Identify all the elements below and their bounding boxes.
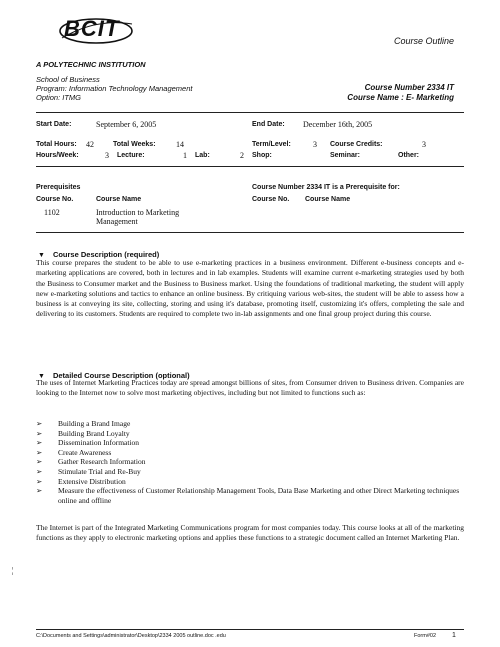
list-item: [36, 467, 464, 477]
list-item-text: Measure the effectiveness of Customer Relationship Management Tools, Data Base Marketing and other Direct Marketing techniques online and offline: [58, 486, 460, 505]
triangle-bullet-icon: ▼: [38, 252, 45, 259]
term-level-label: Term/Level:: [252, 141, 291, 148]
hours-week-label: Hours/Week:: [36, 152, 79, 159]
shop-label: Shop:: [252, 152, 272, 159]
prereq-for-col-name: Course Name: [305, 196, 351, 203]
arrow-bullet-icon: ➢: [36, 486, 43, 496]
course-credits-value: 3: [422, 140, 426, 149]
lab-value: 2: [240, 151, 244, 160]
footer-page-number: 1: [452, 632, 456, 639]
total-hours-value: 42: [86, 140, 94, 149]
program-name: Program: Information Technology Management: [36, 84, 193, 93]
detailed-description-closing: The Internet is part of the Integrated Marketing Communications program for most companies today. This course looks at all of the marketing functions as they apply to electronic marketing options and applies these functions to a strategic document called an Internet Marketing Plan.: [36, 523, 464, 543]
footer-file-path: C:\Documents and Settings\administrator\Desktop\2334 2005 outline.doc .edu: [36, 633, 226, 639]
prereq-course-name: [96, 208, 179, 226]
school-block: [36, 75, 192, 102]
margin-mark: ¦: [12, 566, 14, 575]
course-description-heading: Course Description (required): [52, 250, 160, 259]
course-id-block: [347, 83, 454, 103]
end-date-label: End Date:: [252, 121, 285, 128]
list-item: [36, 438, 464, 448]
arrow-bullet-icon: ➢: [36, 419, 43, 428]
prereq-for-heading: Course Number 2334 IT is a Prerequisite for:: [252, 184, 400, 191]
course-credits-label: Course Credits:: [330, 141, 383, 148]
marketing-functions-list: [36, 419, 464, 505]
prereq-course-name-line1: Introduction to Marketing: [96, 208, 180, 217]
total-hours-label: Total Hours:: [36, 141, 77, 148]
detailed-description-heading: Detailed Course Description (optional): [52, 371, 190, 380]
prereq-col-name: Course Name: [96, 196, 142, 203]
list-item-text: Building a Brand Image: [58, 419, 131, 428]
list-item-text: Building Brand Loyalty: [58, 428, 130, 438]
start-date-value: September 6, 2005: [96, 120, 157, 129]
prereq-course-name-line2: Management: [96, 217, 138, 226]
prereq-course-no: 1102: [44, 208, 60, 217]
course-description-text: This course prepares the student to be able to use e-marketing practices in a business environment. Different e-business concepts and e-marketing applications are covered, both in lectures and in lab examples. Students will examine current e-marketing strategies used by both the Business to Consumer market and the Business to Business market. Using the foundations of traditional marketing, the student will apply new e-marketing solutions and tactics to enhance an online business. By critiquing various web-sites, the student will be able to assess how a business is at conveying its site, collecting, storing and using it's database, promoting itself, customizing it's offers, completing the sale and delivering to its customers. Students are required to complete two in-lab assignments and one final group project during this course.: [36, 258, 464, 319]
footer-form-number: Form#02: [414, 633, 437, 639]
institution-tagline: A POLYTECHNIC INSTITUTION: [36, 60, 146, 69]
bcit-logo: [58, 14, 136, 48]
total-weeks-value: 14: [176, 140, 184, 149]
end-date-value: December 16th, 2005: [303, 120, 373, 129]
arrow-bullet-icon: ➢: [36, 428, 43, 438]
list-item: [36, 477, 464, 487]
arrow-bullet-icon: ➢: [36, 476, 43, 486]
list-item-text: Gather Research Information: [58, 457, 146, 467]
school-name: School of Business: [36, 75, 100, 84]
arrow-bullet-icon: ➢: [36, 447, 43, 457]
start-date-label: Start Date:: [36, 121, 72, 128]
header-divider: [36, 112, 464, 113]
list-item-text: Create Awareness: [58, 447, 112, 457]
list-item: [36, 486, 464, 505]
list-item: [36, 419, 464, 429]
prereq-heading: Prerequisites: [36, 184, 81, 191]
term-level-value: 3: [313, 140, 317, 149]
arrow-bullet-icon: ➢: [36, 438, 43, 448]
course-name: Course Name : E- Marketing: [347, 93, 454, 102]
lecture-label: Lecture:: [117, 152, 145, 159]
list-item: [36, 457, 464, 467]
other-label: Other:: [398, 152, 419, 159]
list-item: [36, 448, 464, 458]
document-title: Course Outline: [393, 36, 454, 46]
lecture-value: 1: [183, 151, 187, 160]
hours-week-value: 3: [105, 151, 109, 160]
total-weeks-label: Total Weeks:: [113, 141, 156, 148]
option-name: Option: ITMG: [36, 93, 82, 102]
lab-label: Lab:: [195, 152, 210, 159]
prereq-for-col-no: Course No.: [252, 196, 290, 203]
prereq-col-no: Course No.: [36, 196, 74, 203]
logo-wordmark: BCIT: [64, 16, 120, 41]
list-item: [36, 429, 464, 439]
seminar-label: Seminar:: [330, 152, 360, 159]
triangle-bullet-icon: ▼: [38, 373, 45, 380]
course-number: Course Number 2334 IT: [364, 83, 454, 92]
list-item-text: Extensive Distribution: [58, 476, 126, 486]
detailed-description-intro: The uses of Internet Marketing Practices today are spread amongst billions of sites, from Consumer driven to Business driven. Companies are looking to the Internet now to solve most marketing objectives, including but not limited to functions such as:: [36, 378, 464, 398]
prereq-divider: [36, 232, 464, 233]
arrow-bullet-icon: ➢: [36, 466, 43, 476]
footer-divider: [36, 629, 464, 630]
arrow-bullet-icon: ➢: [36, 457, 43, 467]
list-item-text: Stimulate Trial and Re-Buy: [58, 466, 141, 476]
list-item-text: Dissemination Information: [58, 438, 140, 448]
info-divider: [36, 166, 464, 167]
